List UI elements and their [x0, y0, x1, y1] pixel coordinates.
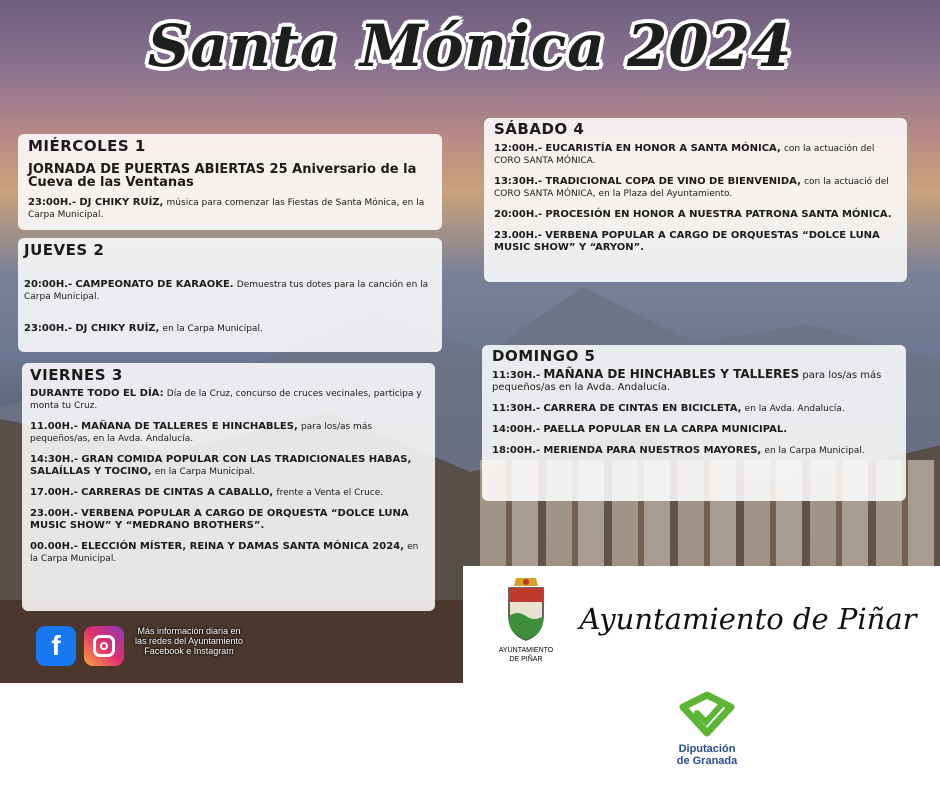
ayuntamiento-name: Ayuntamiento de Piñar [579, 602, 917, 636]
diputacion-line: Diputación [678, 743, 736, 755]
caption-line: AYUNTAMIENTO [498, 647, 554, 654]
event-desc: con la actuación del CORO SANTA MÓNICA. [494, 144, 875, 166]
event-title: GRAN COMIDA POPULAR CON LAS TRADICIONALES HABAS, SALAÍLLAS Y TOCINO, [30, 454, 412, 477]
event [492, 403, 896, 415]
diputacion-name [665, 743, 749, 767]
event-time: 14:30H.- [30, 454, 79, 465]
day-box-viernes [22, 363, 435, 611]
day-title: DOMINGO 5 [492, 347, 596, 365]
event [30, 541, 427, 565]
event-desc: en la Carpa Municipal. [154, 467, 255, 477]
event-desc: música para comenzar las Fiestas de Santa Mónica, en la Carpa Municipal. [28, 198, 425, 220]
event [494, 176, 897, 200]
event-title: DJ CHIKY RUÍZ, [75, 323, 160, 334]
day-title: JUEVES 2 [24, 241, 105, 259]
event-desc: en la Carpa Municipal. [764, 446, 865, 456]
event-title: MERIENDA PARA NUESTROS MAYORES, [543, 445, 762, 456]
event-time: DURANTE TODO EL DÍA: [30, 388, 164, 399]
event [24, 323, 436, 335]
event-title: JORNADA DE PUERTAS ABIERTAS 25 Aniversario de la Cueva de las Ventanas [28, 162, 417, 190]
diputacion-logo [665, 683, 749, 779]
event-time: 23.00H.- [494, 230, 542, 241]
event-time: 11:30H.- [492, 370, 541, 381]
event-desc: con la actuació del CORO SANTA MÓNICA, en la Plaza del Ayuntamiento. [494, 177, 889, 199]
diputacion-mark-icon [679, 691, 735, 737]
event-title: PAELLA POPULAR EN LA CARPA MUNICIPAL. [543, 424, 788, 435]
facebook-icon[interactable]: f [36, 626, 76, 666]
event [30, 508, 427, 532]
event-time: 17.00H.- [30, 487, 78, 498]
event [492, 445, 896, 457]
event-time: 14:00H.- [492, 424, 541, 435]
event-time: 11:30H.- [492, 403, 541, 414]
event-time: 12:00H.- [494, 143, 543, 154]
event-time: 23:00H.- [24, 323, 73, 334]
event-time: 20:00H.- [24, 279, 73, 290]
event [494, 209, 897, 221]
event-title: EUCARISTÍA EN HONOR A SANTA MÓNICA, [545, 143, 781, 154]
social-info-text: Más información diaria en las redes del Ayuntamiento Facebook e Instagram [135, 626, 243, 656]
event [24, 279, 436, 303]
event-open-day [28, 163, 432, 189]
event-desc: frente a Venta el Cruce. [276, 488, 384, 498]
event-desc: Demuestra tus dotes para la canción en la Carpa Municipal. [24, 280, 429, 302]
event-desc: para los/as más pequeños/as en la Avda. Andalucía. [492, 370, 882, 393]
event-title: CARRERA DE CINTAS EN BICICLETA, [543, 403, 742, 414]
event-title: CAMPEONATO DE KARAOKE. [75, 279, 234, 290]
poster-title: Santa Mónica 2024 [147, 12, 793, 80]
day-box-miercoles [18, 134, 442, 230]
event [492, 424, 896, 436]
event [28, 197, 432, 221]
event-time: 18:00H.- [492, 445, 541, 456]
day-title: SÁBADO 4 [494, 120, 585, 138]
event-time: 23:00H.- [28, 197, 77, 208]
caption-line: DE PIÑAR [509, 656, 543, 663]
event [30, 454, 427, 478]
event [494, 143, 897, 167]
event-desc: en la Avda. Andalucía. [744, 404, 845, 414]
event-title: VERBENA POPULAR A CARGO DE ORQUESTA “DOLCE LUNA MUSIC SHOW” Y “MEDRANO BROTHERS”. [30, 508, 409, 531]
event-time: 11.00H.- [30, 421, 78, 432]
event [30, 487, 427, 499]
event-title: MAÑANA DE TALLERES E HINCHABLES, [81, 421, 298, 432]
day-title: MIÉRCOLES 1 [28, 137, 146, 155]
event-time: 20:00H.- [494, 209, 543, 220]
day-box-jueves [18, 238, 442, 352]
ayuntamiento-caption [481, 646, 571, 664]
event-desc: Día de la Cruz, concurso de cruces vecinales, participa y monta tu Cruz. [30, 389, 422, 411]
event-desc: en la Carpa Municipal. [162, 324, 263, 334]
event-time: 23.00H.- [30, 508, 78, 519]
event-title: ELECCIÓN MÍSTER, REINA Y DAMAS SANTA MÓNICA 2024, [81, 541, 404, 552]
instagram-icon[interactable] [84, 626, 124, 666]
event-desc: en la Carpa Municipal. [30, 542, 419, 564]
event-title: CARRERAS DE CINTAS A CABALLO, [81, 487, 274, 498]
coat-of-arms-icon [503, 576, 549, 642]
day-title: VIERNES 3 [30, 366, 123, 384]
day-box-domingo [482, 345, 906, 501]
event [30, 388, 427, 412]
event [30, 421, 427, 445]
day-box-sabado [484, 118, 907, 282]
event [494, 230, 897, 254]
event-title: DJ CHIKY RUÍZ, [79, 197, 164, 208]
event-title: TRADICIONAL COPA DE VINO DE BIENVENIDA, [545, 176, 801, 187]
event-time: 00.00H.- [30, 541, 78, 552]
event-title: VERBENA POPULAR A CARGO DE ORQUESTAS “DOLCE LUNA MUSIC SHOW” Y “ARYON”. [494, 230, 880, 253]
ayuntamiento-panel [463, 566, 940, 683]
event [492, 368, 896, 394]
event-title: PROCESIÓN EN HONOR A NUESTRA PATRONA SANTA MÓNICA. [545, 209, 892, 220]
event-time: 13:30H.- [494, 176, 543, 187]
event-desc: para los/as más pequeños/as, en la Avda. Andalucía. [30, 422, 373, 444]
social-links [36, 626, 124, 666]
event-title: MAÑANA DE HINCHABLES Y TALLERES [543, 367, 800, 381]
diputacion-line: de Granada [676, 755, 738, 767]
